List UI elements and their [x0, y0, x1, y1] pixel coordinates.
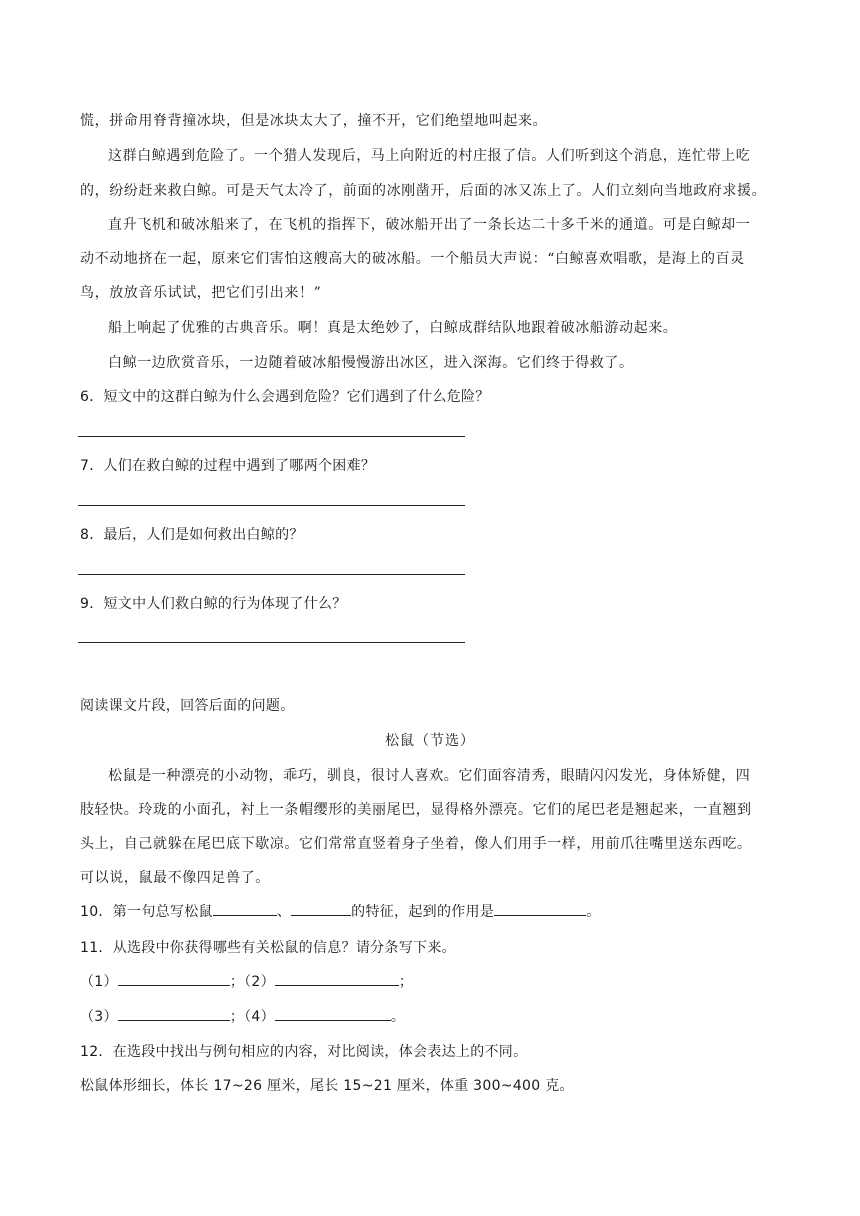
passage-line: 可以说，鼠最不像四足兽了。 [80, 870, 270, 886]
passage-line: 头上，自己就躲在尾巴底下歇凉。它们常常直竖着身子坐着，像人们用手一样，用前爪往嘴里送东西吃。 [80, 836, 752, 852]
question-9: 9．短文中人们救白鲸的行为体现了什么？ [80, 596, 347, 612]
q10-sep: 、 [276, 904, 292, 920]
answer-line-8[interactable] [78, 574, 465, 575]
answer-line-9[interactable] [78, 642, 465, 643]
question-10 [80, 901, 600, 921]
answer-line-6[interactable] [78, 436, 465, 437]
passage-line: 动不动地挤在一起，原来它们害怕这艘高大的破冰船。一个船员大声说：“白鲸喜欢唱歌，是海上的百灵 [80, 251, 745, 267]
passage-line: 松鼠是一种漂亮的小动物，乖巧，驯良，很讨人喜欢。它们面容清秀，眼睛闪闪发光，身体矫健，四 [108, 768, 751, 784]
passage-line: 船上响起了优雅的古典音乐。啊！真是太绝妙了，白鲸成群结队地跟着破冰船游动起来。 [108, 320, 678, 336]
q10-text-a: 10．第一句总写松鼠 [80, 904, 213, 920]
q11-blank-1[interactable] [118, 973, 230, 986]
q11-row-1 [80, 971, 413, 991]
q11-label-3: （3） [80, 1009, 118, 1025]
passage-title: 松鼠（节选） [385, 733, 475, 749]
q12-example-sentence: 松鼠体形细长，体长 17~26 厘米，尾长 15~21 厘米，体重 300~400 克。 [80, 1078, 574, 1094]
q11-row-2 [80, 1006, 405, 1026]
question-7: 7．人们在救白鲸的过程中遇到了哪两个困难？ [80, 458, 376, 474]
question-11: 11．从选段中你获得哪些有关松鼠的信息？请分条写下来。 [80, 940, 456, 956]
q10-end: 。 [586, 904, 601, 920]
answer-line-7[interactable] [78, 505, 465, 506]
q10-blank-3[interactable] [494, 903, 586, 916]
reading-instruction: 阅读课文片段，回答后面的问题。 [80, 698, 295, 714]
passage-line: 白鲸一边欣赏音乐，一边随着破冰船慢慢游出冰区，进入深海。它们终于得救了。 [108, 355, 634, 371]
passage-line: 这群白鲸遇到危险了。一个猎人发现后，马上向附近的村庄报了信。人们听到这个消息，连忙带上吃 [108, 148, 751, 164]
q11-blank-2[interactable] [275, 973, 399, 986]
q10-text-b: 的特征，起到的作用是 [351, 904, 495, 920]
passage-line: 慌，拼命用脊背撞冰块，但是冰块太大了，撞不开，它们绝望地叫起来。 [80, 113, 548, 129]
q10-blank-2[interactable] [291, 903, 351, 916]
passage-line: 鸟，放放音乐试试，把它们引出来！” [80, 285, 322, 301]
q11-blank-4[interactable] [275, 1008, 391, 1021]
q11-row2-end: 。 [390, 1009, 406, 1025]
q11-blank-3[interactable] [118, 1008, 230, 1021]
question-6: 6．短文中的这群白鲸为什么会遇到危险？它们遇到了什么危险？ [80, 389, 490, 405]
q11-label-1: （1） [80, 974, 118, 990]
q11-label-2: ；（2） [229, 974, 275, 990]
passage-line: 直升飞机和破冰船来了，在飞机的指挥下，破冰船开出了一条长达二十多千米的通道。可是白鲸却一 [108, 217, 751, 233]
q10-blank-1[interactable] [213, 903, 277, 916]
question-12: 12．在选段中找出与例句相应的内容，对比阅读，体会表达上的不同。 [80, 1044, 528, 1060]
passage-line: 的，纷纷赶来救白鲸。可是天气太冷了，前面的冰刚凿开，后面的冰又冻上了。人们立刻向当地政府求援。 [80, 183, 767, 199]
passage-line: 肢轻快。玲珑的小面孔，衬上一条帽缨形的美丽尾巴，显得格外漂亮。它们的尾巴老是翘起来，一直翘到 [80, 802, 752, 818]
question-8: 8．最后，人们是如何救出白鲸的？ [80, 527, 304, 543]
q11-row1-end: ； [398, 974, 414, 990]
q11-label-4: ；（4） [229, 1009, 275, 1025]
